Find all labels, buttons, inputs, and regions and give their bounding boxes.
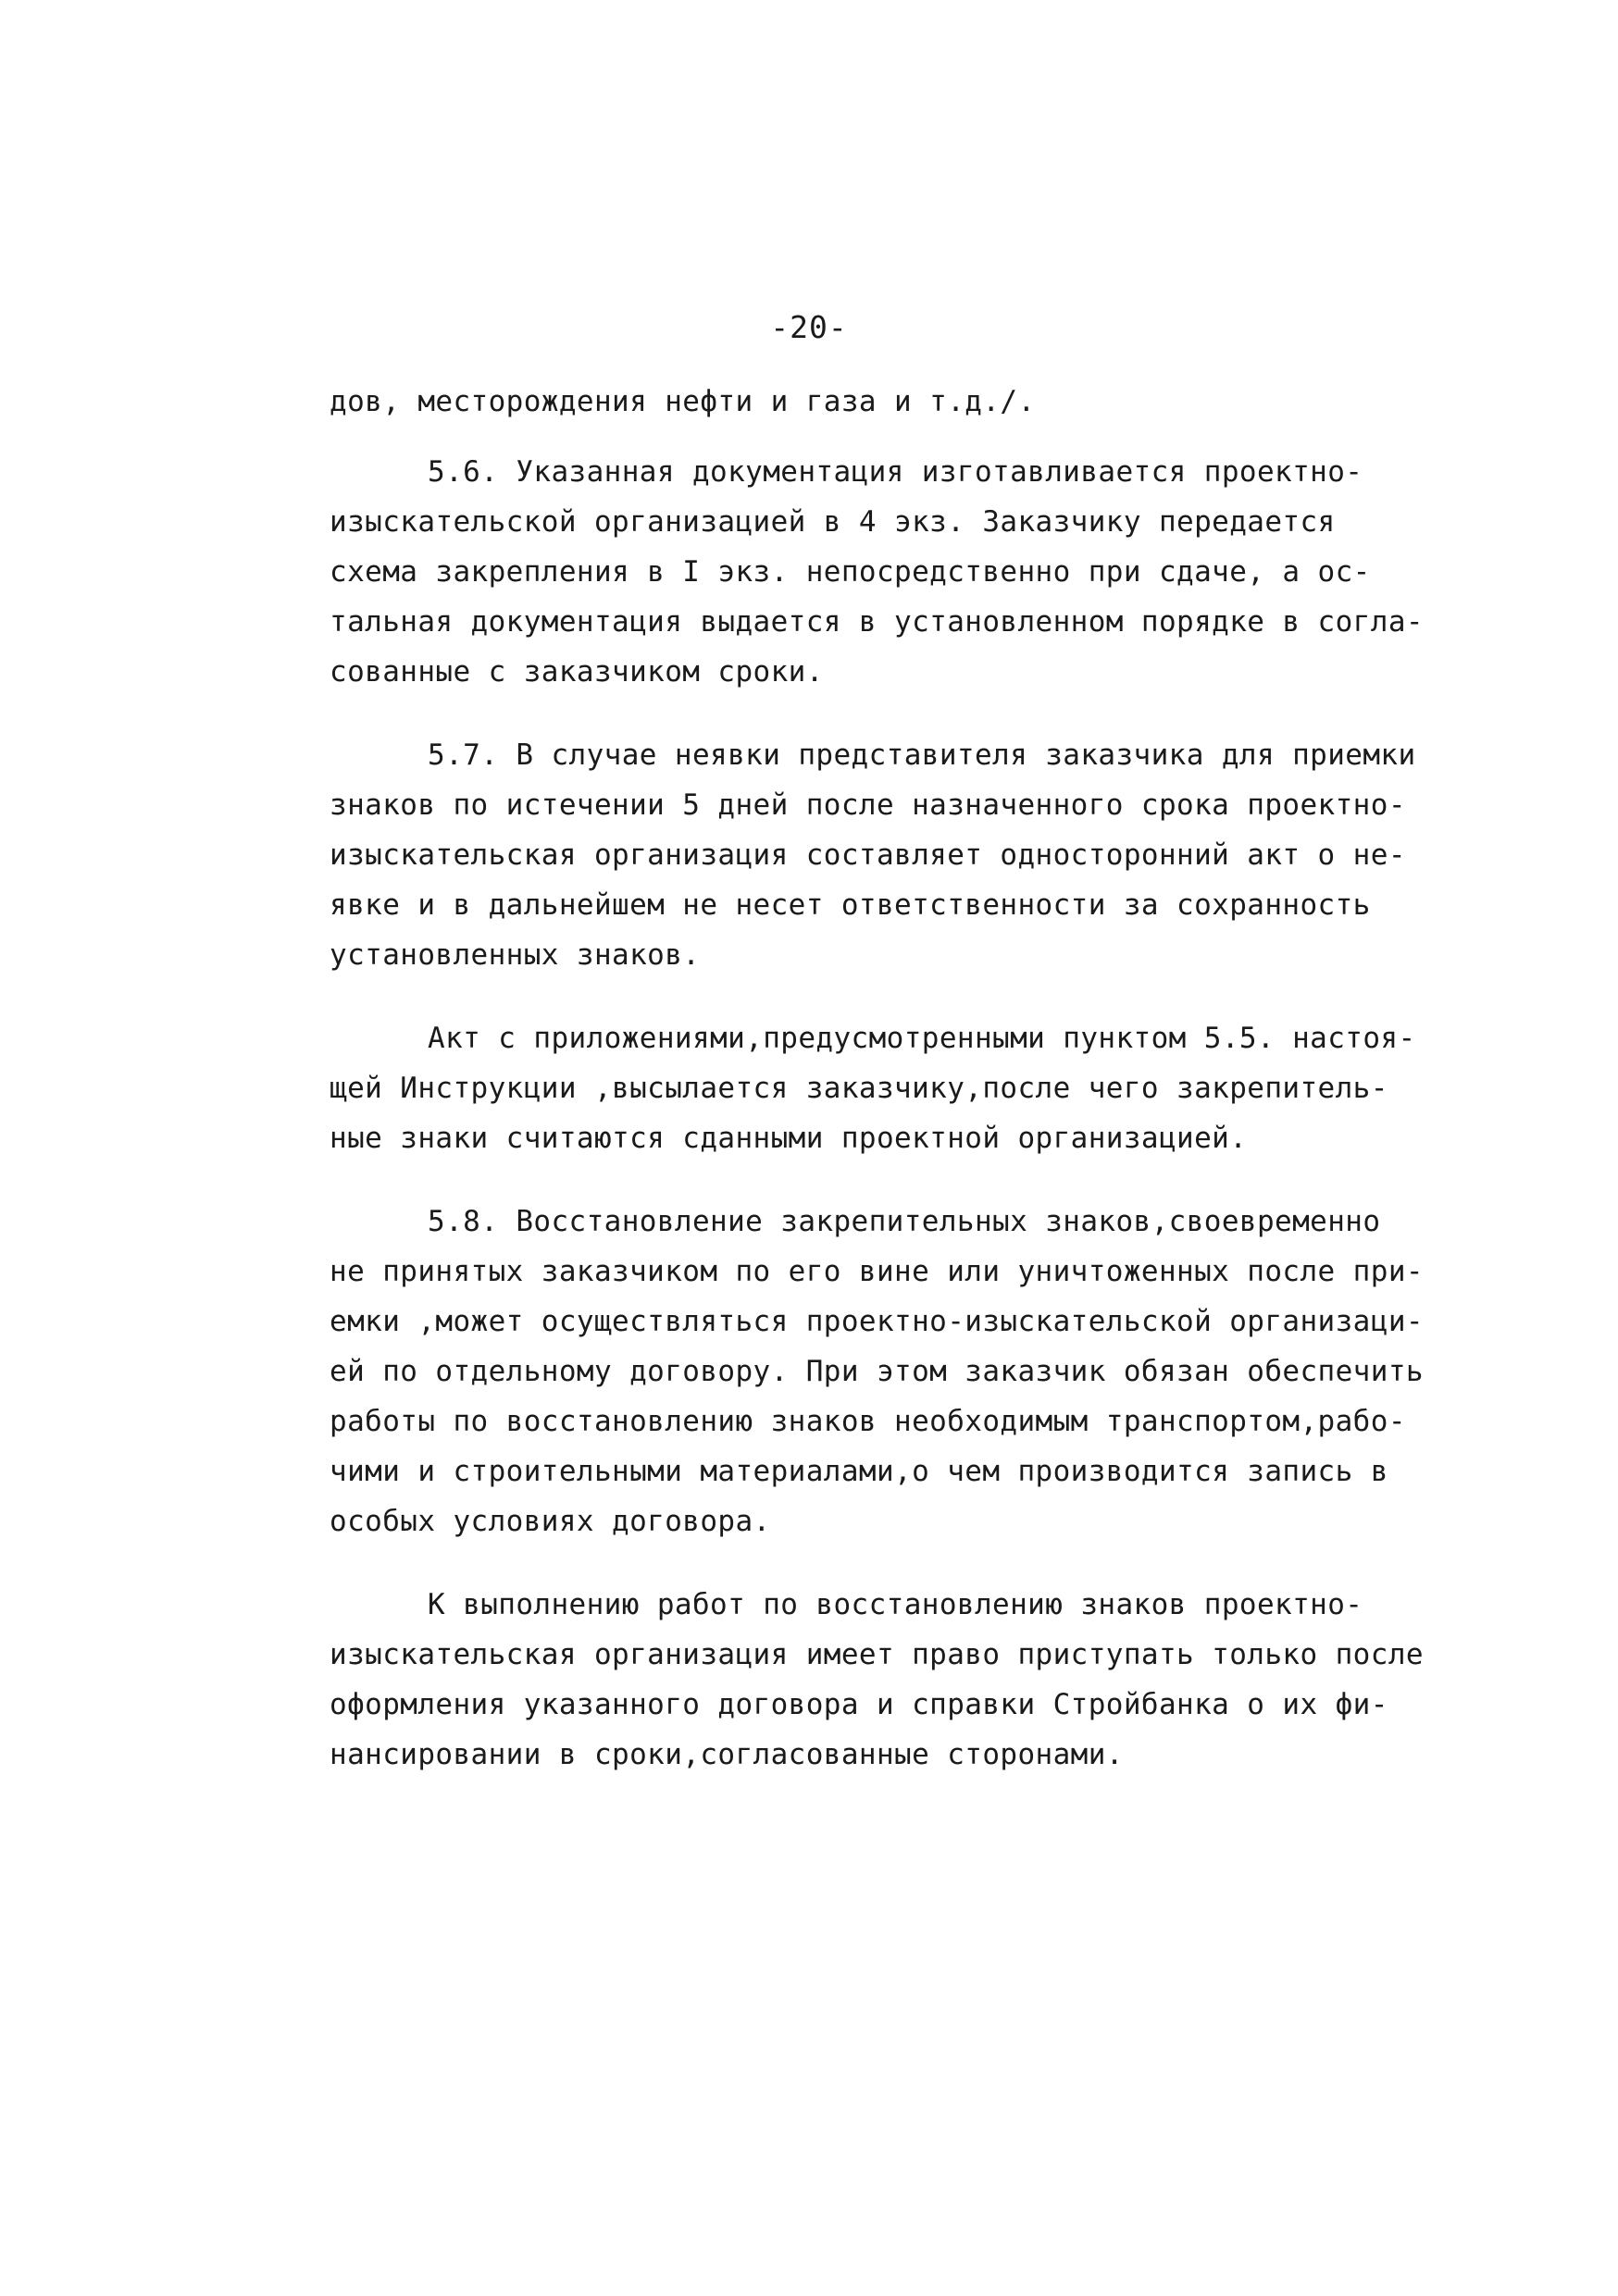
text-line: знаков по истечении 5 дней после назначенного срока проектно- xyxy=(330,788,1406,822)
text-line: сованные с заказчиком сроки. xyxy=(330,655,824,689)
text-line: дов, месторождения нефти и газа и т.д./. xyxy=(330,385,1036,418)
text-line: работы по восстановлению знаков необходимым транспортом,рабо- xyxy=(330,1405,1406,1438)
text-line: К выполнению работ по восстановлению знаков проектно- xyxy=(428,1588,1363,1621)
text-line: не принятых заказчиком по его вине или уничтоженных после при- xyxy=(330,1255,1424,1288)
text-line: схема закрепления в I экз. непосредственно при сдаче, а ос- xyxy=(330,555,1371,589)
text-line: оформления указанного договора и справки Стройбанка о их фи- xyxy=(330,1688,1388,1721)
text-line: изыскательская организация составляет односторонний акт о не- xyxy=(330,838,1406,872)
text-line: нансировании в сроки,согласованные сторонами. xyxy=(330,1738,1124,1771)
text-line: изыскательской организацией в 4 экз. Заказчику передается xyxy=(330,505,1336,539)
text-line: 5.6. Указанная документация изготавливается проектно- xyxy=(428,455,1363,489)
text-line: ные знаки считаются сданными проектной организацией. xyxy=(330,1122,1248,1155)
text-line: чими и строительными материалами,о чем производится запись в xyxy=(330,1455,1388,1488)
text-line: 5.8. Восстановление закрепительных знаков,своевременно xyxy=(428,1205,1381,1238)
text-line: Акт с приложениями,предусмотренными пунктом 5.5. настоя- xyxy=(428,1022,1416,1055)
text-line: щей Инструкции ,высылается заказчику,после чего закрепитель- xyxy=(330,1072,1388,1105)
text-line: ей по отдельному договору. При этом заказчик обязан обеспечить xyxy=(330,1355,1424,1388)
text-line: особых условиях договора. xyxy=(330,1505,771,1538)
text-line: тальная документация выдается в установленном порядке в согла- xyxy=(330,605,1424,639)
text-line: явке и в дальнейшем не несет ответственности за сохранность xyxy=(330,888,1371,922)
text-line: емки ,может осуществляться проектно-изыскательской организаци- xyxy=(330,1305,1424,1338)
text-line: установленных знаков. xyxy=(330,938,701,972)
text-line: 5.7. В случае неявки представителя заказчика для приемки xyxy=(428,738,1416,772)
text-line: изыскательская организация имеет право приступать только после xyxy=(330,1638,1424,1671)
page-number: -20- xyxy=(770,309,848,345)
